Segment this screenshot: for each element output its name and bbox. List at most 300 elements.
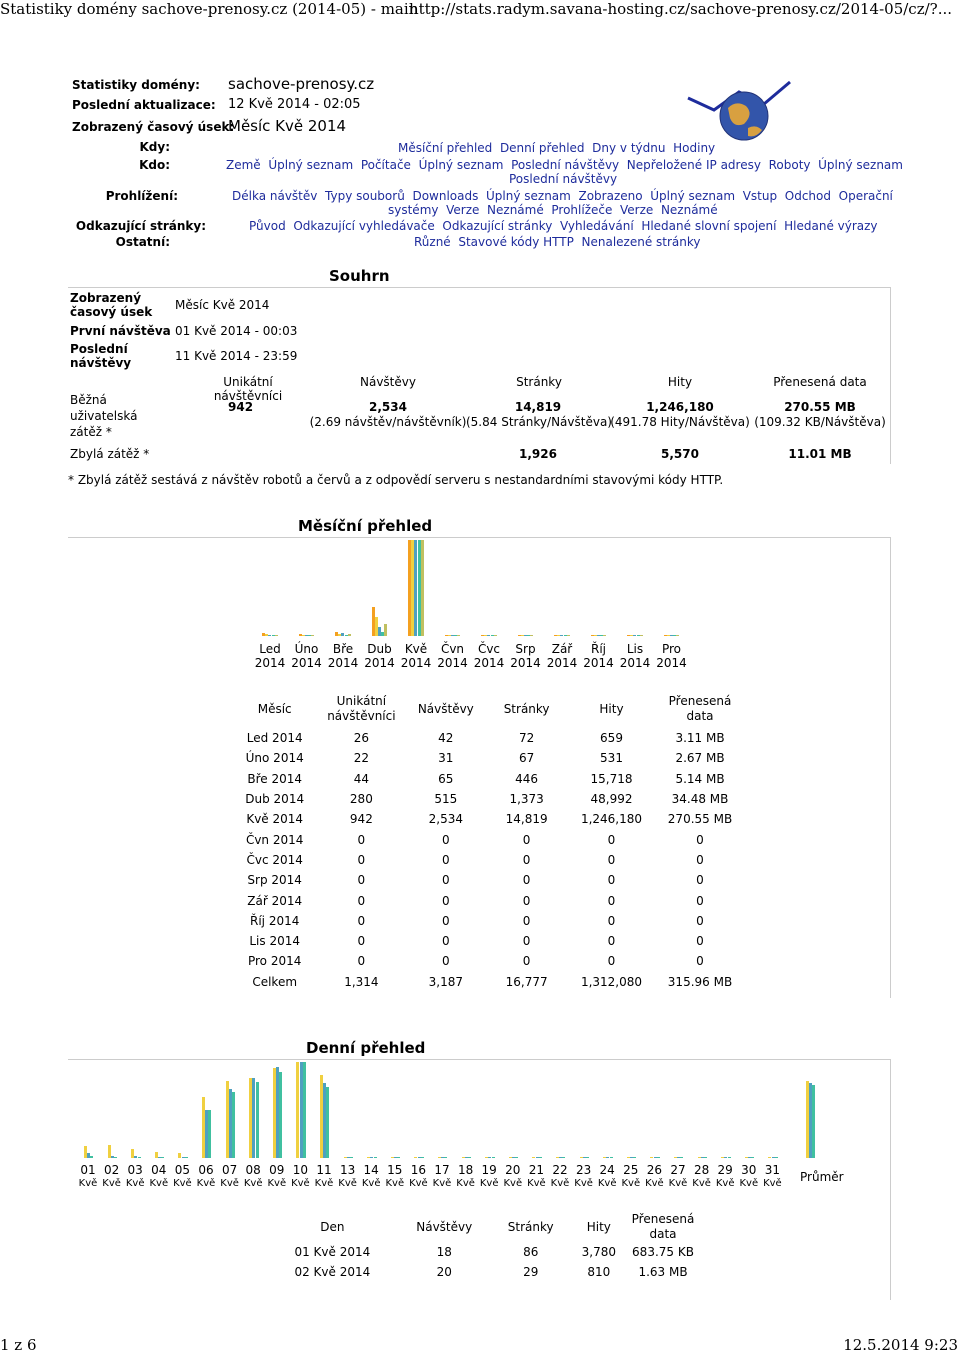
day-month: Kvě — [291, 1178, 310, 1189]
daily-bar — [610, 1157, 613, 1159]
rest-traffic-label: Zbylá zátěž * — [70, 447, 150, 461]
table-cell: 0 — [357, 852, 366, 867]
monthly-bar — [311, 635, 314, 637]
day-number: 14 — [363, 1163, 379, 1177]
monthly-axis-label — [435, 642, 471, 670]
mt-col-pages: Stránky — [503, 702, 550, 716]
table-cell: 0 — [696, 873, 704, 888]
month-name: Úno — [294, 642, 319, 656]
day-number: 31 — [764, 1163, 781, 1177]
table-cell: 0 — [357, 954, 366, 969]
day-month: Kvě — [243, 1178, 263, 1189]
table-cell: 2.67 MB — [675, 751, 725, 766]
table-cell: 683.75 KB — [632, 1245, 694, 1260]
nav-link-robots[interactable]: Roboty — [768, 158, 811, 172]
day-number: 15 — [387, 1163, 403, 1177]
monthly-table-wrap — [228, 690, 740, 992]
nav-link-full-list[interactable]: Úplný seznam — [818, 158, 903, 172]
col-pages: Stránky — [516, 375, 562, 389]
summary-range-value: Měsíc Kvě 2014 — [175, 298, 270, 312]
daily-bar — [704, 1157, 707, 1159]
table-cell: 0 — [441, 934, 450, 949]
summary-box — [68, 287, 891, 464]
table-cell: 0 — [441, 913, 450, 928]
table-cell: 270.55 MB — [667, 812, 733, 827]
domain-label: Statistiky domény: — [72, 78, 200, 92]
domain-value: sachove-prenosy.cz — [228, 75, 375, 93]
month-name: Srp — [515, 642, 536, 656]
table-cell: 16,777 — [505, 974, 548, 989]
nav-browse-label: Prohlížení: — [105, 189, 178, 203]
day-number: 07 — [221, 1163, 238, 1177]
day-number: 21 — [528, 1163, 545, 1177]
day-month: Kvě — [196, 1178, 216, 1189]
mt-col-unique: Unikátní návštěvníci — [327, 694, 396, 723]
daily-axis-label — [642, 1163, 666, 1191]
monthly-axis-label — [252, 642, 288, 670]
day-month: Kvě — [432, 1178, 452, 1189]
normal-pages-sub: (5.84 Stránky/Návštěva) — [465, 415, 612, 429]
daily-axis-label — [548, 1163, 572, 1191]
daily-axis-label — [666, 1163, 690, 1191]
table-row — [228, 972, 740, 992]
page-counter: 1 z 6 — [0, 1336, 37, 1354]
col-unique: Unikátní návštěvníci — [213, 375, 283, 403]
col-bandwidth: Přenesená data — [773, 375, 867, 389]
monthly-axis-label — [508, 642, 544, 670]
daily-axis-label — [430, 1163, 454, 1191]
daily-bar — [397, 1157, 400, 1159]
nav-link-file-types[interactable]: Typy souborů — [325, 189, 405, 203]
summary-first-label: První návštěva — [70, 324, 171, 338]
table-cell: Čvc 2014 — [246, 852, 303, 867]
table-cell: 0 — [441, 954, 450, 969]
summary-title: Souhrn — [329, 267, 390, 285]
day-number: 19 — [481, 1163, 497, 1177]
nav-link-search[interactable]: Vyhledávání — [559, 219, 634, 233]
monthly-axis-label — [654, 642, 690, 670]
nav-when-label: Kdy: — [139, 140, 170, 154]
nav-link-origin[interactable]: Původ — [249, 219, 286, 233]
nav-link-keyphrases[interactable]: Hledané slovní spojení — [641, 219, 777, 233]
print-url: http://stats.radym.savana-hosting.cz/sachove-prenosy.cz/2014-05/cz/?... — [408, 0, 952, 18]
monthly-bar — [676, 635, 679, 637]
table-cell: Led 2014 — [246, 731, 303, 746]
day-month: Kvě — [527, 1178, 546, 1189]
daily-axis-label — [406, 1163, 430, 1191]
table-cell: 0 — [522, 873, 531, 888]
table-cell: 810 — [587, 1265, 611, 1280]
daily-axis-label — [454, 1163, 478, 1191]
table-cell: 0 — [522, 893, 531, 908]
daily-axis-label — [170, 1163, 194, 1191]
day-month: Kvě — [668, 1178, 688, 1189]
daily-table-wrap — [268, 1212, 698, 1283]
table-cell: 0 — [441, 873, 450, 888]
monthly-axis-label — [581, 642, 617, 670]
nav-link-referring-engines[interactable]: Odkazující vyhledávače — [293, 219, 435, 233]
daily-axis-label — [336, 1163, 360, 1191]
day-month: Kvě — [574, 1178, 593, 1189]
table-cell: 0 — [607, 873, 616, 888]
day-number: 11 — [316, 1163, 332, 1177]
table-cell: 20 — [436, 1265, 452, 1280]
day-number: 23 — [575, 1163, 592, 1177]
month-name: Dub — [367, 642, 392, 656]
table-cell: 01 Kvě 2014 — [294, 1245, 371, 1260]
table-cell: 31 — [438, 751, 454, 766]
table-cell: 15,718 — [590, 771, 633, 786]
table-cell: 0 — [607, 852, 616, 867]
table-cell: 0 — [696, 832, 704, 847]
monthly-bar — [457, 635, 460, 637]
table-cell: 0 — [696, 913, 704, 928]
print-title: Statistiky domény sachove-prenosy.cz (2014-05) - main — [0, 0, 419, 18]
table-cell: 0 — [357, 832, 366, 847]
daily-bar — [161, 1157, 164, 1159]
day-month: Kvě — [173, 1178, 192, 1189]
nav-link-misc[interactable]: Různé — [414, 235, 451, 249]
daily-axis-label — [194, 1163, 218, 1191]
table-cell: 1,312,080 — [580, 974, 643, 989]
table-row — [268, 1262, 698, 1282]
day-number: 05 — [174, 1163, 191, 1177]
nav-link-not-found[interactable]: Nenalezené stránky — [581, 235, 701, 249]
day-month: Kvě — [597, 1178, 617, 1189]
nav-link-unresolved-ip[interactable]: Nepřeložené IP adresy — [626, 158, 761, 172]
rest-hits: 5,570 — [661, 447, 699, 461]
table-cell: 3.11 MB — [675, 731, 725, 746]
daily-axis-label — [619, 1163, 643, 1191]
summary-last-label: Poslední návštěvy — [70, 342, 132, 370]
daily-bar — [421, 1157, 424, 1159]
daily-axis-label — [218, 1163, 242, 1191]
monthly-chart-labels — [254, 642, 702, 672]
nav-link-weekdays[interactable]: Dny v týdnu — [592, 141, 666, 155]
day-number: 30 — [741, 1163, 757, 1177]
nav-link-full-list[interactable]: Úplný seznam — [650, 189, 736, 203]
daily-bar — [492, 1157, 495, 1159]
nav-link-http-codes[interactable]: Stavové kódy HTTP — [458, 235, 574, 249]
day-number: 13 — [339, 1163, 356, 1177]
nav-link-full-list[interactable]: Úplný seznam — [268, 158, 354, 172]
table-cell: Dub 2014 — [245, 792, 305, 807]
nav-other-label: Ostatní: — [115, 235, 170, 249]
nav-link-hours[interactable]: Hodiny — [673, 141, 716, 155]
table-cell: Bře 2014 — [247, 771, 302, 786]
nav-other-links — [414, 235, 701, 249]
daily-axis-label — [312, 1163, 336, 1191]
table-cell: 3,187 — [428, 974, 463, 989]
table-cell: 0 — [607, 934, 616, 949]
nav-link-unknown[interactable]: Neznámé — [487, 203, 544, 217]
nav-link-keywords[interactable]: Hledané výrazy — [784, 219, 878, 233]
daily-axis-label — [383, 1163, 407, 1191]
table-cell: Pro 2014 — [247, 954, 302, 969]
daily-axis-label — [265, 1163, 289, 1191]
monthly-axis-label — [325, 642, 361, 670]
daily-axis-label — [572, 1163, 596, 1191]
table-cell: 0 — [522, 913, 531, 928]
day-month: Kvě — [479, 1178, 499, 1189]
daily-bar — [208, 1110, 211, 1158]
normal-hits: 1,246,180 — [646, 400, 714, 414]
day-number: 08 — [245, 1163, 261, 1177]
table-cell: 14,819 — [505, 812, 548, 827]
daily-axis-label — [147, 1163, 171, 1191]
daily-bar — [468, 1157, 471, 1159]
day-number: 17 — [434, 1163, 450, 1177]
table-cell: 0 — [696, 934, 704, 949]
table-cell: 531 — [600, 751, 623, 766]
print-time: 12.5.2014 9:23 — [843, 1336, 958, 1354]
month-name: Led — [259, 642, 281, 656]
nav-link-os[interactable]: Operační — [838, 189, 893, 203]
nav-link-monthly[interactable]: Měsíční přehled — [398, 141, 493, 155]
daily-axis-label — [76, 1163, 100, 1191]
day-month: Kvě — [409, 1178, 428, 1189]
month-name: Čvc — [477, 642, 501, 656]
table-cell: 2,534 — [428, 812, 463, 827]
daily-bar — [680, 1157, 683, 1159]
table-row — [228, 829, 740, 849]
mt-col-visits: Návštěvy — [417, 702, 474, 716]
daily-bar — [751, 1157, 754, 1159]
table-cell: 0 — [696, 954, 704, 969]
daily-average-label: Průměr — [800, 1170, 844, 1184]
daily-axis-label — [359, 1163, 383, 1191]
daily-bar — [657, 1157, 660, 1159]
day-month: Kvě — [503, 1178, 523, 1189]
monthly-bar — [494, 635, 497, 637]
nav-link-referring-sites[interactable]: Odkazující stránky — [442, 219, 553, 233]
table-cell: 0 — [607, 954, 616, 969]
nav-link-full-list[interactable]: Úplný seznam — [486, 189, 571, 203]
nav-link-exit[interactable]: Odchod — [784, 189, 831, 203]
dt-col-visits: Návštěvy — [416, 1220, 473, 1234]
table-cell: 1.63 MB — [638, 1265, 688, 1280]
table-cell: 0 — [357, 913, 366, 928]
update-value: 12 Kvě 2014 - 02:05 — [228, 97, 361, 112]
table-cell: 0 — [522, 954, 531, 969]
col-hits: Hity — [667, 375, 693, 389]
daily-axis-label — [241, 1163, 265, 1191]
month-year: 2014 — [473, 656, 505, 670]
nav-link-last-visits[interactable]: Poslední návštěvy — [509, 172, 618, 186]
day-number: 03 — [127, 1163, 143, 1177]
rest-bandwidth: 11.01 MB — [788, 447, 852, 461]
table-cell: 280 — [349, 792, 373, 807]
nav-referrers-links — [249, 219, 878, 233]
month-year: 2014 — [510, 656, 541, 670]
summary-last-value: 11 Kvě 2014 - 23:59 — [175, 349, 298, 363]
table-row — [228, 748, 740, 768]
table-cell: 26 — [353, 731, 370, 746]
daily-bar — [138, 1157, 141, 1159]
monthly-table — [228, 690, 740, 992]
table-cell: 0 — [357, 893, 366, 908]
table-cell: 67 — [518, 751, 535, 766]
col-visits: Návštěvy — [360, 375, 416, 389]
daily-axis-label — [760, 1163, 784, 1191]
day-number: 18 — [457, 1163, 474, 1177]
monthly-axis-label — [544, 642, 580, 670]
nav-link-downloads[interactable]: Downloads — [412, 189, 479, 203]
table-cell: 942 — [349, 812, 373, 827]
range-label: Zobrazený časový úsek: — [72, 120, 235, 134]
nav-link-browsers[interactable]: Prohlížeče — [551, 203, 613, 217]
table-cell: 29 — [523, 1265, 539, 1280]
mt-col-bandwidth: Přenesená data — [668, 694, 732, 723]
daily-bar — [303, 1062, 306, 1158]
daily-bar — [633, 1157, 636, 1159]
nav-link-entry[interactable]: Vstup — [742, 189, 778, 203]
daily-bar — [562, 1157, 565, 1159]
day-month: Kvě — [385, 1178, 405, 1189]
dt-col-pages: Stránky — [507, 1220, 554, 1234]
day-month: Kvě — [149, 1178, 169, 1189]
table-row — [228, 951, 740, 971]
table-cell: 22 — [353, 751, 370, 766]
table-row — [228, 769, 740, 789]
daily-bar — [444, 1157, 447, 1159]
daily-axis-label — [713, 1163, 737, 1191]
daily-axis-label — [123, 1163, 147, 1191]
table-cell: Srp 2014 — [247, 873, 302, 888]
day-number: 01 — [80, 1163, 96, 1177]
table-row — [228, 931, 740, 951]
month-name: Pro — [661, 642, 682, 656]
month-name: Říj — [590, 642, 606, 656]
month-year: 2014 — [619, 656, 651, 670]
table-cell: 1,246,180 — [580, 812, 643, 827]
daily-axis-label — [501, 1163, 525, 1191]
normal-hits-sub: (491.78 Hity/Návštěva) — [610, 415, 750, 429]
daily-chart-labels — [78, 1163, 884, 1193]
daily-bar — [232, 1092, 235, 1158]
table-cell: 72 — [518, 731, 535, 746]
day-month: Kvě — [78, 1178, 98, 1189]
table-cell: 0 — [696, 852, 704, 867]
table-cell: 0 — [696, 893, 704, 908]
day-month: Kvě — [125, 1178, 145, 1189]
daily-axis-label — [100, 1163, 124, 1191]
table-cell: 86 — [523, 1245, 539, 1260]
month-year: 2014 — [583, 656, 614, 670]
day-month: Kvě — [715, 1178, 735, 1189]
nav-referrers-label: Odkazující stránky: — [75, 219, 206, 233]
table-row — [228, 728, 740, 748]
nav-link-visit-duration[interactable]: Délka návštěv — [232, 189, 318, 203]
summary-range-label: Zobrazený časový úsek — [70, 291, 153, 319]
daily-bar — [374, 1157, 377, 1159]
monthly-axis-label — [398, 642, 434, 670]
table-cell: 0 — [441, 832, 450, 847]
monthly-axis-label — [362, 642, 398, 670]
nav-link-os-cont[interactable]: systémy — [388, 203, 439, 217]
table-cell: Zář 2014 — [247, 893, 303, 908]
table-cell: 1,314 — [344, 974, 379, 989]
nav-who-links — [226, 158, 903, 172]
daily-bar — [539, 1157, 542, 1159]
mt-col-month: Měsíc — [257, 702, 292, 716]
monthly-bar — [348, 634, 351, 636]
normal-pages: 14,819 — [514, 400, 562, 414]
daily-axis-label — [477, 1163, 501, 1191]
month-name: Lis — [626, 642, 644, 656]
day-month: Kvě — [267, 1178, 287, 1189]
day-number: 10 — [292, 1163, 309, 1177]
daily-title: Denní přehled — [306, 1039, 426, 1057]
daily-bar — [256, 1082, 259, 1158]
table-cell: 315.96 MB — [667, 974, 733, 989]
daily-bar — [90, 1156, 93, 1158]
day-number: 04 — [151, 1163, 167, 1177]
day-month: Kvě — [645, 1178, 664, 1189]
monthly-axis-label — [471, 642, 507, 670]
day-number: 09 — [269, 1163, 285, 1177]
table-cell: Kvě 2014 — [246, 812, 304, 827]
day-number: 24 — [599, 1163, 615, 1177]
nav-link-daily[interactable]: Denní přehled — [499, 141, 585, 155]
table-cell: Celkem — [252, 974, 298, 989]
day-month: Kvě — [621, 1178, 641, 1189]
day-month: Kvě — [739, 1178, 759, 1189]
month-year: 2014 — [254, 656, 286, 670]
nav-link-last-visits[interactable]: Poslední návštěvy — [511, 158, 620, 172]
table-cell: 0 — [441, 893, 450, 908]
table-cell: Úno 2014 — [245, 751, 304, 766]
monthly-bar — [530, 635, 533, 637]
day-number: 02 — [103, 1163, 120, 1177]
table-row — [228, 870, 740, 890]
nav-link-hosts[interactable]: Počítače — [360, 158, 411, 172]
update-label: Poslední aktualizace: — [72, 98, 216, 112]
table-row — [228, 850, 740, 870]
dt-col-hits: Hity — [586, 1220, 611, 1234]
table-cell: 0 — [607, 913, 616, 928]
day-month: Kvě — [102, 1178, 121, 1189]
table-cell: 0 — [357, 873, 366, 888]
day-month: Kvě — [314, 1178, 334, 1189]
summary-first-value: 01 Kvě 2014 - 00:03 — [175, 324, 298, 338]
month-year: 2014 — [437, 656, 468, 670]
daily-bar — [775, 1157, 778, 1159]
table-cell: 42 — [438, 731, 454, 746]
month-name: Zář — [551, 642, 573, 656]
monthly-bar — [384, 624, 387, 636]
daily-chart — [84, 1062, 884, 1158]
day-month: Kvě — [692, 1178, 711, 1189]
day-month: Kvě — [763, 1178, 782, 1189]
day-number: 16 — [410, 1163, 427, 1177]
nav-link-full-list[interactable]: Úplný seznam — [418, 158, 504, 172]
nav-link-versions[interactable]: Verze — [620, 203, 654, 217]
table-cell: 0 — [357, 934, 366, 949]
table-cell: Čvn 2014 — [245, 832, 304, 847]
daily-axis-label — [524, 1163, 548, 1191]
monthly-chart — [262, 540, 702, 636]
nav-link-viewed[interactable]: Zobrazeno — [578, 189, 643, 203]
nav-link-countries[interactable]: Země — [226, 158, 261, 172]
nav-link-versions[interactable]: Verze — [446, 203, 480, 217]
normal-unique: 942 — [228, 400, 254, 414]
monthly-axis-label — [289, 642, 325, 670]
day-number: 28 — [693, 1163, 710, 1177]
nav-link-unknown[interactable]: Neznámé — [660, 203, 718, 217]
rest-pages: 1,926 — [519, 447, 557, 461]
day-number: 29 — [717, 1163, 733, 1177]
